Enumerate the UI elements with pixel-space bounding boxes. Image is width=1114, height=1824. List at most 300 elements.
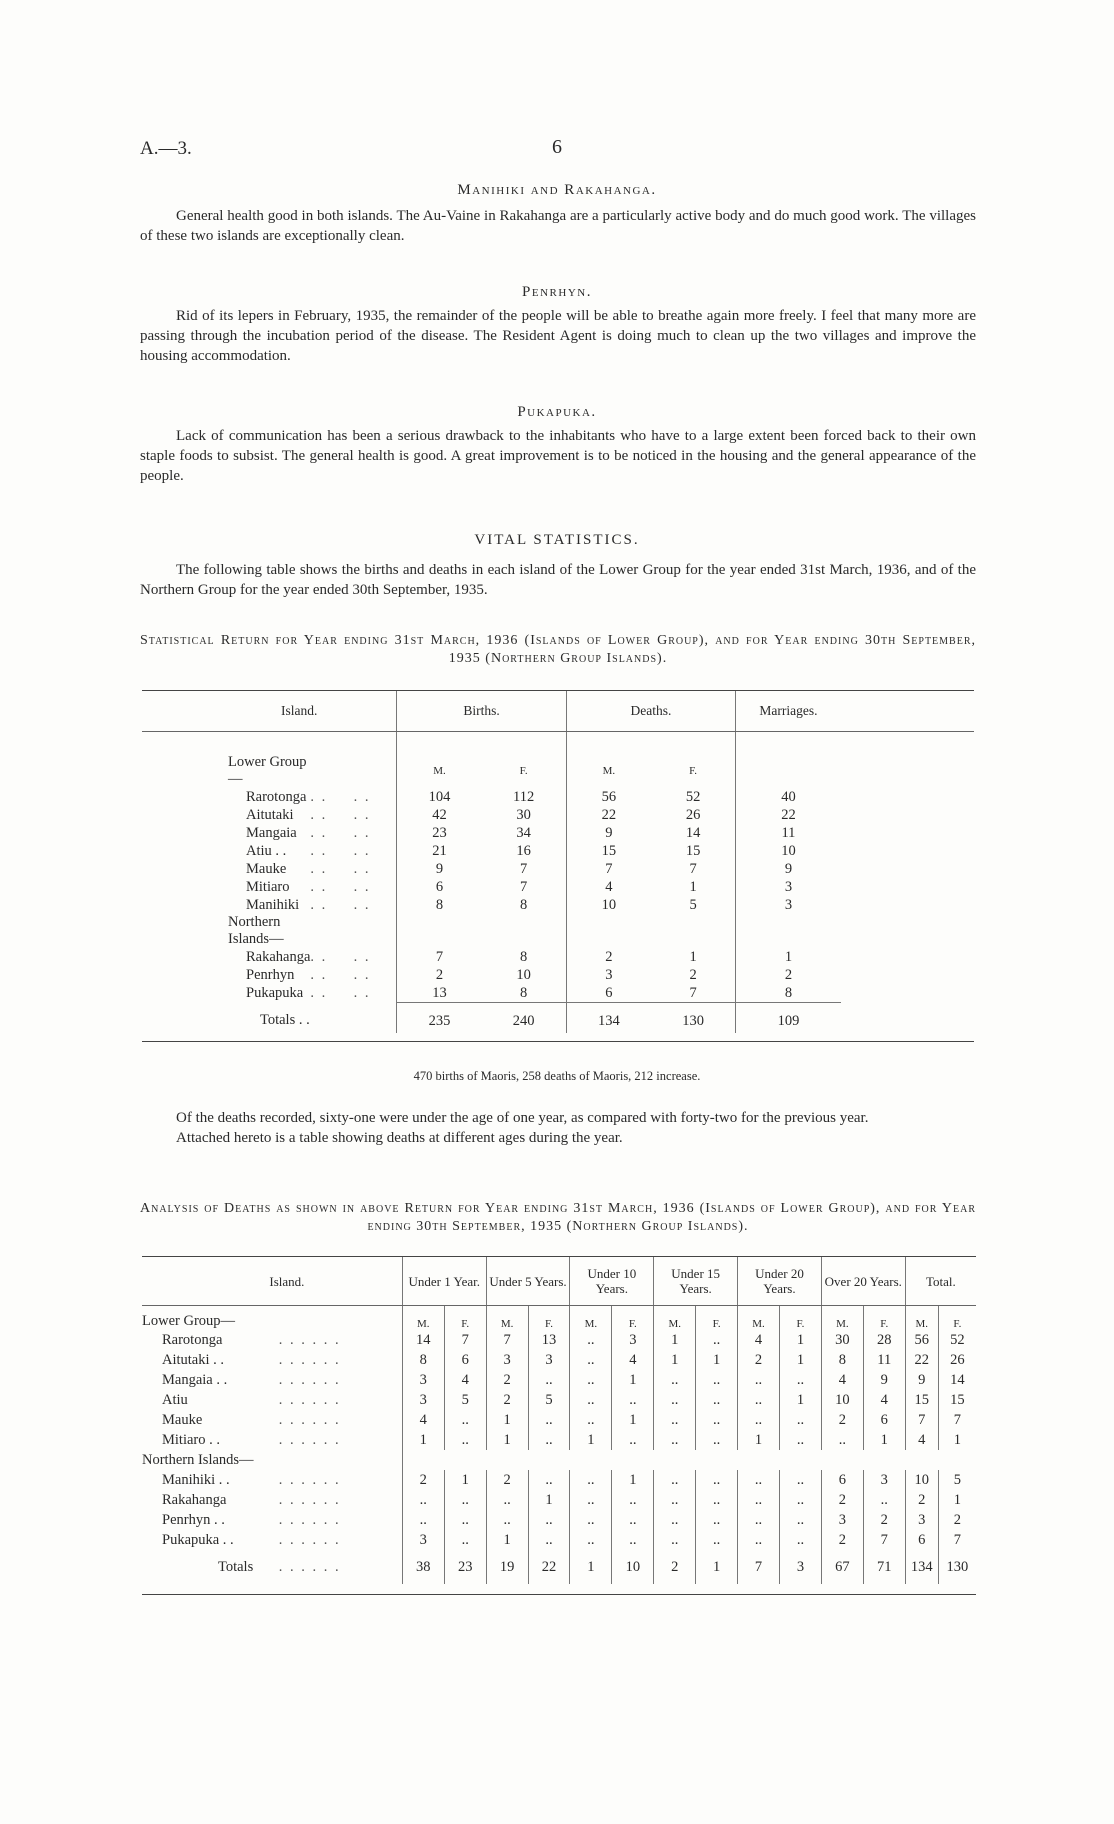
- paragraph: The following table shows the births and deaths in each island of the Lower Group for the year ended 31st March, 1936, and of the Northern Group for the year ended 30th September, 1935.: [140, 562, 976, 598]
- island-name: Rakahanga: [162, 1491, 227, 1508]
- leader-dots: . .: [353, 824, 371, 841]
- value-cell: 8: [821, 1350, 863, 1370]
- spacer: [841, 914, 974, 948]
- births-m-cell: 6: [397, 878, 482, 896]
- births-m-cell: 8: [397, 896, 482, 914]
- analysis-of-deaths-table: [142, 1256, 976, 1595]
- leader-dots: . . . . . .: [278, 1371, 341, 1388]
- value-cell: ..: [528, 1370, 570, 1390]
- section-title-manihiki: Manihiki and Rakahanga.: [457, 182, 657, 198]
- births-m-cell: 23: [397, 824, 482, 842]
- value-cell: 1: [570, 1430, 612, 1450]
- value-cell: 1: [863, 1430, 905, 1450]
- value-cell: 2: [863, 1510, 905, 1530]
- value-cell: 2: [905, 1490, 938, 1510]
- births-f-header: F.: [519, 765, 528, 777]
- leader-dots: . .: [353, 878, 371, 895]
- statistical-return-table: [142, 690, 974, 1042]
- value-cell: ..: [654, 1430, 696, 1450]
- value-cell: ..: [654, 1410, 696, 1430]
- value-cell: ..: [821, 1430, 863, 1450]
- value-cell: ..: [612, 1490, 654, 1510]
- deaths-f-cell: 7: [689, 984, 697, 1001]
- rule: [142, 1033, 974, 1042]
- value-cell: 3: [779, 1550, 821, 1584]
- value-cell: 1: [738, 1430, 780, 1450]
- spacer: [841, 732, 974, 789]
- value-cell: 1: [612, 1410, 654, 1430]
- table-row: [142, 948, 974, 966]
- births-f-cell: 8: [520, 948, 528, 965]
- value-cell: 5: [528, 1390, 570, 1410]
- spacer: [841, 966, 974, 984]
- table-header-row: [142, 1257, 976, 1306]
- totals-deaths-m: 134: [566, 1003, 651, 1034]
- value-cell: ..: [528, 1470, 570, 1490]
- births-m-cell: 9: [397, 860, 482, 878]
- header-spacer: [841, 691, 974, 732]
- leader-dots: . . . . . .: [278, 1511, 341, 1528]
- value-cell: ..: [528, 1410, 570, 1430]
- col-under-20: Under 20 Years.: [738, 1257, 822, 1306]
- value-cell: ..: [779, 1470, 821, 1490]
- table-header-row: [142, 691, 974, 732]
- totals-label: Totals: [218, 1558, 254, 1575]
- value-cell: 14: [402, 1330, 444, 1350]
- value-cell: ..: [570, 1410, 612, 1430]
- mf-header: F.: [938, 1306, 976, 1331]
- group-northern: Northern Islands—: [228, 914, 284, 947]
- leader-dots: . .: [310, 878, 328, 895]
- value-cell: ..: [486, 1490, 528, 1510]
- marriages-cell: 3: [736, 896, 841, 914]
- spacer: [841, 860, 974, 878]
- value-cell: 1: [528, 1490, 570, 1510]
- marriages-cell: 2: [736, 966, 841, 984]
- value-cell: ..: [444, 1490, 486, 1510]
- deaths-f-header: F.: [689, 765, 698, 777]
- value-cell: 1: [779, 1330, 821, 1350]
- value-cell: ..: [570, 1530, 612, 1550]
- value-cell: 1: [654, 1350, 696, 1370]
- table-row: [142, 1430, 976, 1450]
- value-cell: 4: [905, 1430, 938, 1450]
- value-cell: 6: [905, 1530, 938, 1550]
- spacer: [354, 732, 397, 789]
- value-cell: 2: [938, 1510, 976, 1530]
- spacer: [651, 914, 736, 948]
- deaths-m-cell: 56: [566, 788, 651, 806]
- deaths-f-cell: 15: [685, 842, 701, 859]
- paragraph: General health good in both islands. The Au-Vaine in Rakahanga are a particularly active body and do much good work. The villages of these two islands are exceptionally clean.: [140, 208, 976, 244]
- deaths-f-cell: 1: [689, 878, 697, 895]
- spacer: [397, 914, 482, 948]
- value-cell: ..: [612, 1530, 654, 1550]
- mf-header: M.: [821, 1306, 863, 1331]
- value-cell: 9: [905, 1370, 938, 1390]
- value-cell: ..: [696, 1410, 738, 1430]
- value-cell: 2: [821, 1490, 863, 1510]
- leader-dots: . .: [310, 788, 328, 805]
- leader-dots: . . . . . .: [278, 1391, 341, 1408]
- leader-dots: . .: [353, 948, 371, 965]
- value-cell: ..: [612, 1510, 654, 1530]
- value-cell: 13: [528, 1330, 570, 1350]
- value-cell: 3: [528, 1350, 570, 1370]
- table-row: [142, 966, 974, 984]
- spacer: [841, 806, 974, 824]
- value-cell: ..: [779, 1430, 821, 1450]
- value-cell: 1: [486, 1430, 528, 1450]
- island-name: Mitiaro . .: [162, 1431, 220, 1448]
- value-cell: 4: [821, 1370, 863, 1390]
- value-cell: ..: [696, 1370, 738, 1390]
- col-under-5: Under 5 Years.: [486, 1257, 570, 1306]
- leader-dots: . .: [353, 966, 371, 983]
- value-cell: 1: [779, 1390, 821, 1410]
- value-cell: 1: [654, 1330, 696, 1350]
- col-under-1: Under 1 Year.: [402, 1257, 486, 1306]
- spacer: [736, 732, 841, 789]
- leader-dots: . .: [353, 860, 371, 877]
- value-cell: ..: [779, 1490, 821, 1510]
- value-cell: 56: [905, 1330, 938, 1350]
- value-cell: ..: [779, 1530, 821, 1550]
- island-name: Rarotonga: [162, 1331, 223, 1348]
- deaths-f-cell: 5: [689, 896, 697, 913]
- table-row: [142, 1470, 976, 1490]
- col-deaths: Deaths.: [566, 691, 735, 732]
- value-cell: 22: [905, 1350, 938, 1370]
- deaths-m-cell: 3: [566, 966, 651, 984]
- island-name: Manihiki . .: [162, 1471, 230, 1488]
- marriages-cell: 22: [736, 806, 841, 824]
- mf-header: M.: [738, 1306, 780, 1331]
- marriages-cell: 11: [736, 824, 841, 842]
- value-cell: 3: [402, 1530, 444, 1550]
- births-f-cell: 112: [513, 788, 535, 805]
- leader-dots: . . . . . .: [278, 1558, 341, 1575]
- totals-marriages: 109: [736, 1003, 841, 1034]
- leader-dots: . .: [310, 860, 328, 877]
- marriages-cell: 10: [736, 842, 841, 860]
- value-cell: 23: [444, 1550, 486, 1584]
- value-cell: 4: [863, 1390, 905, 1410]
- spacer: [736, 914, 841, 948]
- bottom-rule: [142, 1584, 976, 1595]
- value-cell: 7: [863, 1530, 905, 1550]
- spacer: [310, 914, 353, 948]
- totals-label: Totals . .: [260, 1012, 310, 1029]
- mf-header: M.: [905, 1306, 938, 1331]
- value-cell: ..: [779, 1410, 821, 1430]
- value-cell: ..: [570, 1470, 612, 1490]
- births-m-cell: 42: [397, 806, 482, 824]
- value-cell: ..: [528, 1430, 570, 1450]
- births-f-cell: 16: [516, 842, 531, 859]
- deaths-f-cell: 14: [685, 824, 701, 841]
- value-cell: 67: [821, 1550, 863, 1584]
- group-northern: Northern Islands—: [142, 1451, 254, 1468]
- totals-row: [142, 1003, 974, 1034]
- caption-text: Analysis of Deaths as shown in above Return for Year ending 31st March, 1936 (Islands of Lower Group), and for Year ending 30th September, 1935 (Northern Group Islands).: [140, 1201, 976, 1234]
- mf-header: F.: [863, 1306, 905, 1331]
- value-cell: 1: [402, 1430, 444, 1450]
- island-name: Pukapuka: [246, 984, 304, 1001]
- spacer: [841, 878, 974, 896]
- value-cell: ..: [528, 1530, 570, 1550]
- value-cell: ..: [738, 1490, 780, 1510]
- col-over-20: Over 20 Years.: [821, 1257, 905, 1306]
- leader-dots: . .: [310, 896, 328, 913]
- leader-dots: . .: [353, 806, 371, 823]
- value-cell: ..: [570, 1390, 612, 1410]
- totals-deaths-f: 130: [651, 1003, 736, 1034]
- spacer: [841, 948, 974, 966]
- leader-dots: . . . . . .: [278, 1331, 341, 1348]
- value-cell: 3: [863, 1470, 905, 1490]
- group-northern-row: [142, 914, 974, 948]
- value-cell: ..: [738, 1410, 780, 1430]
- value-cell: ..: [402, 1490, 444, 1510]
- marriages-cell: 3: [736, 878, 841, 896]
- value-cell: 1: [696, 1550, 738, 1584]
- value-cell: 4: [444, 1370, 486, 1390]
- value-cell: 15: [905, 1390, 938, 1410]
- table-row: [142, 788, 974, 806]
- value-cell: 1: [444, 1470, 486, 1490]
- mf-header: M.: [486, 1306, 528, 1331]
- value-cell: ..: [779, 1370, 821, 1390]
- value-cell: 6: [821, 1470, 863, 1490]
- value-cell: 7: [738, 1550, 780, 1584]
- table-row: [142, 1490, 976, 1510]
- value-cell: 8: [402, 1350, 444, 1370]
- value-cell: 7: [938, 1530, 976, 1550]
- leader-dots: . .: [310, 984, 328, 1001]
- deaths-f-cell: 52: [685, 788, 701, 805]
- deaths-m-cell: 2: [566, 948, 651, 966]
- totals-births-m: 235: [397, 1003, 482, 1034]
- value-cell: 134: [905, 1550, 938, 1584]
- col-under-10: Under 10 Years.: [570, 1257, 654, 1306]
- value-cell: ..: [570, 1330, 612, 1350]
- leader-dots: . . . . . .: [278, 1531, 341, 1548]
- deaths-commentary: [140, 1108, 976, 1148]
- value-cell: 71: [863, 1550, 905, 1584]
- mf-header: M.: [570, 1306, 612, 1331]
- value-cell: ..: [738, 1470, 780, 1490]
- leader-dots: . .: [353, 788, 371, 805]
- island-name: Rakahanga: [246, 948, 311, 965]
- island-name: Aitutaki . .: [162, 1351, 225, 1368]
- island-name: Pukapuka . .: [162, 1531, 234, 1548]
- births-f-cell: 7: [520, 860, 528, 877]
- deaths-m-header: M.: [566, 732, 651, 789]
- value-cell: ..: [696, 1530, 738, 1550]
- value-cell: 2: [486, 1470, 528, 1490]
- value-cell: ..: [863, 1490, 905, 1510]
- births-m-cell: 7: [397, 948, 482, 966]
- value-cell: ..: [696, 1510, 738, 1530]
- rule: [142, 1584, 976, 1595]
- value-cell: 2: [486, 1390, 528, 1410]
- value-cell: ..: [570, 1370, 612, 1390]
- value-cell: 5: [444, 1390, 486, 1410]
- value-cell: 1: [486, 1410, 528, 1430]
- leader-dots: . .: [353, 842, 371, 859]
- value-cell: 1: [486, 1530, 528, 1550]
- table-row: [142, 860, 974, 878]
- table1-caption: [140, 632, 976, 668]
- section-title-pukapuka: Pukapuka.: [517, 404, 597, 420]
- value-cell: ..: [654, 1370, 696, 1390]
- marriages-cell: 8: [736, 984, 841, 1003]
- value-cell: 1: [938, 1430, 976, 1450]
- island-name: Aitutaki: [246, 806, 294, 823]
- totals-row: [142, 1550, 976, 1584]
- value-cell: 1: [570, 1550, 612, 1584]
- col-total: Total.: [905, 1257, 976, 1306]
- value-cell: 22: [528, 1550, 570, 1584]
- value-cell: 14: [938, 1370, 976, 1390]
- table2-caption: [140, 1200, 976, 1236]
- value-cell: 5: [938, 1470, 976, 1490]
- value-cell: ..: [612, 1430, 654, 1450]
- value-cell: 1: [696, 1350, 738, 1370]
- leader-dots: . .: [310, 948, 328, 965]
- value-cell: 2: [402, 1470, 444, 1490]
- value-cell: ..: [696, 1390, 738, 1410]
- spacer: [482, 914, 567, 948]
- subheader-row: [142, 1306, 976, 1331]
- births-f-cell: 34: [516, 824, 531, 841]
- value-cell: 6: [863, 1410, 905, 1430]
- spacer: [841, 1003, 974, 1034]
- paragraph: Lack of communication has been a serious drawback to the inhabitants who have to a large extent been forced back to their own staple foods to subsist. The general health is good. A great improvement is to be noticed in the housing and the general appearance of the people.: [140, 428, 976, 484]
- deaths-m-cell: 6: [566, 984, 651, 1003]
- mf-header: M.: [402, 1306, 444, 1331]
- value-cell: 2: [738, 1350, 780, 1370]
- col-island: Island.: [142, 691, 397, 732]
- leader-dots: . .: [310, 966, 328, 983]
- value-cell: ..: [696, 1330, 738, 1350]
- col-marriages: Marriages.: [736, 691, 841, 732]
- marriages-cell: 40: [736, 788, 841, 806]
- value-cell: 10: [905, 1470, 938, 1490]
- value-cell: ..: [570, 1490, 612, 1510]
- value-cell: 2: [654, 1550, 696, 1584]
- value-cell: 2: [821, 1410, 863, 1430]
- island-name: Rarotonga: [246, 788, 307, 805]
- spacer: [841, 788, 974, 806]
- spacer: [841, 842, 974, 860]
- leader-dots: . .: [310, 824, 328, 841]
- marriages-cell: 1: [736, 948, 841, 966]
- births-f-cell: 10: [516, 966, 531, 983]
- value-cell: ..: [612, 1390, 654, 1410]
- value-cell: 7: [486, 1330, 528, 1350]
- subheader-row: [142, 732, 974, 789]
- value-cell: ..: [654, 1390, 696, 1410]
- deaths-m-cell: 10: [566, 896, 651, 914]
- value-cell: 26: [938, 1350, 976, 1370]
- page-ref: A.—3.: [140, 138, 192, 159]
- value-cell: 2: [821, 1530, 863, 1550]
- value-cell: 130: [938, 1550, 976, 1584]
- island-name: Mangaia: [246, 824, 297, 841]
- deaths-m-cell: 9: [566, 824, 651, 842]
- value-cell: ..: [486, 1510, 528, 1530]
- value-cell: 6: [444, 1350, 486, 1370]
- paragraph: Attached hereto is a table showing deaths at different ages during the year.: [176, 1130, 623, 1146]
- spacer: [310, 732, 353, 789]
- table-row: [142, 1510, 976, 1530]
- value-cell: ..: [654, 1510, 696, 1530]
- births-m-cell: 21: [397, 842, 482, 860]
- island-name: Penrhyn . .: [162, 1511, 225, 1528]
- vital-statistics-intro: [140, 560, 976, 600]
- value-cell: 2: [486, 1370, 528, 1390]
- value-cell: 3: [486, 1350, 528, 1370]
- page-number: 6: [552, 136, 562, 158]
- table-row: [142, 896, 974, 914]
- paragraph: Rid of its lepers in February, 1935, the remainder of the people will be able to breathe again more freely. I feel that many more are passing through the incubation period of the disease. The Resident Agent is doing much to clean up the two villages and improve the housing accommodation.: [140, 308, 976, 364]
- value-cell: ..: [738, 1530, 780, 1550]
- value-cell: ..: [444, 1510, 486, 1530]
- value-cell: ..: [528, 1510, 570, 1530]
- table-row: [142, 824, 974, 842]
- island-name: Mangaia . .: [162, 1371, 228, 1388]
- value-cell: 3: [905, 1510, 938, 1530]
- value-cell: 1: [612, 1470, 654, 1490]
- mf-header: F.: [696, 1306, 738, 1331]
- leader-dots: . . . . . .: [278, 1431, 341, 1448]
- births-f-cell: 8: [520, 896, 528, 913]
- value-cell: 19: [486, 1550, 528, 1584]
- births-m-cell: 13: [397, 984, 482, 1003]
- section-text-pukapuka: [140, 426, 976, 486]
- table-row: [142, 1370, 976, 1390]
- deaths-f-cell: 26: [685, 806, 701, 823]
- value-cell: ..: [696, 1490, 738, 1510]
- mf-header: F.: [779, 1306, 821, 1331]
- table-row: [142, 806, 974, 824]
- value-cell: ..: [654, 1470, 696, 1490]
- deaths-m-cell: 15: [566, 842, 651, 860]
- col-births: Births.: [397, 691, 566, 732]
- births-m-cell: 104: [397, 788, 482, 806]
- island-name: Manihiki: [246, 896, 300, 913]
- deaths-m-cell: 7: [566, 860, 651, 878]
- value-cell: ..: [779, 1510, 821, 1530]
- value-cell: 28: [863, 1330, 905, 1350]
- table-row: [142, 984, 974, 1003]
- table-row: [142, 1350, 976, 1370]
- value-cell: 3: [402, 1370, 444, 1390]
- value-cell: 11: [863, 1350, 905, 1370]
- value-cell: 10: [821, 1390, 863, 1410]
- value-cell: ..: [654, 1530, 696, 1550]
- spacer: [566, 914, 651, 948]
- group-lower: Lower Group—: [142, 1313, 236, 1329]
- value-cell: ..: [570, 1350, 612, 1370]
- births-f-cell: 7: [520, 878, 528, 895]
- mf-header: M.: [654, 1306, 696, 1331]
- value-cell: 15: [938, 1390, 976, 1410]
- value-cell: ..: [570, 1510, 612, 1530]
- island-name: Penrhyn: [246, 966, 295, 983]
